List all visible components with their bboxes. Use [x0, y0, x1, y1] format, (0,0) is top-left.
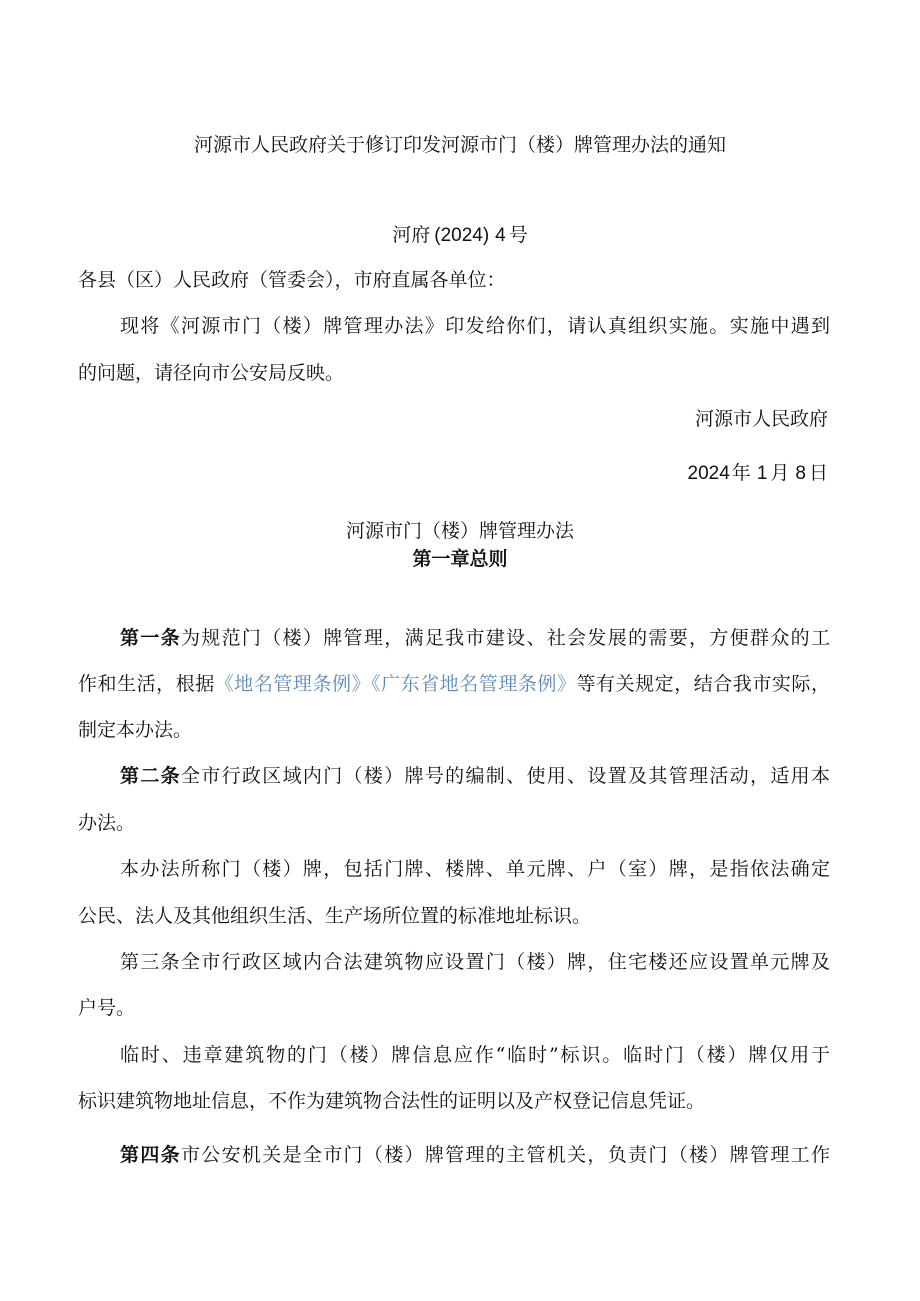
article-1-line-3: 制定本办法。	[78, 719, 193, 741]
signer: 河源市人民政府	[694, 408, 828, 430]
link-guangdong-place-name-regulations[interactable]: 《广东省地名管理条例》	[371, 673, 577, 695]
article-2-text-1: 全市行政区域内门（楼）牌号的编制、使用、设置及其管理活动，适用本	[180, 765, 830, 787]
article-2-line-2: 办法。	[78, 812, 136, 834]
article-1-line-1	[120, 625, 830, 651]
article-1-label: 第一条	[120, 627, 181, 649]
article-3b-line-1: 临时、违章建筑物的门（楼）牌信息应作“临时”标识。临时门（楼）牌仅用于	[120, 1044, 830, 1066]
article-2b-line-2: 公民、法人及其他组织生活、生产场所位置的标准地址标识。	[78, 905, 592, 927]
article-1-text-2a: 作和生活，根据	[78, 673, 215, 695]
article-1-text-1: 为规范门（楼）牌管理，满足我市建设、社会发展的需要，方便群众的工	[180, 627, 830, 649]
date-day: 8	[795, 463, 806, 484]
article-2-label: 第二条	[120, 765, 181, 787]
doc-number-suffix: 号	[508, 224, 528, 246]
doc-number-year: (2024)	[434, 225, 490, 246]
doc-number-prefix: 河府	[392, 224, 431, 246]
article-4-label: 第四条	[120, 1144, 181, 1166]
link-place-name-regulations[interactable]: 《地名管理条例》	[214, 673, 372, 695]
article-1-line-2	[78, 671, 830, 697]
article-2-line-1	[120, 763, 830, 789]
article-4-line-1	[120, 1142, 830, 1168]
date-month-unit: 月	[770, 462, 790, 484]
article-4-text-1: 市公安机关是全市门（楼）牌管理的主管机关，负责门（楼）牌管理工作	[180, 1144, 830, 1166]
article-3-line-2: 户号。	[78, 997, 136, 1019]
article-3b-line-2: 标识建筑物地址信息，不作为建筑物合法性的证明以及产权登记信息凭证。	[78, 1090, 706, 1112]
date-month: 1	[756, 463, 768, 484]
document-number	[0, 222, 920, 249]
article-2b-line-1: 本办法所称门（楼）牌，包括门牌、楼牌、单元牌、户（室）牌，是指依法确定	[120, 858, 830, 880]
date-year: 2024	[687, 463, 730, 484]
measures-title: 河源市门（楼）牌管理办法	[345, 520, 574, 542]
article-1-text-2b: 等有关规定，结合我市实际，	[576, 673, 830, 695]
date-day-unit: 日	[808, 462, 828, 484]
doc-number-num: 4	[495, 225, 506, 246]
addressee: 各县（区）人民政府（管委会），市府直属各单位：	[78, 269, 506, 291]
date-year-unit: 年	[731, 462, 751, 484]
intro-line-2: 的问题，请径向市公安局反映。	[78, 362, 345, 384]
notice-title: 河源市人民政府关于修订印发河源市门（楼）牌管理办法的通知	[193, 134, 726, 156]
article-3-line-1: 第三条全市行政区域内合法建筑物应设置门（楼）牌，住宅楼还应设置单元牌及	[120, 951, 830, 973]
intro-line-1: 现将《河源市门（楼）牌管理办法》印发给你们，请认真组织实施。实施中遇到	[120, 315, 830, 337]
chapter-title: 第一章总则	[412, 548, 508, 570]
issue-date	[688, 460, 828, 487]
